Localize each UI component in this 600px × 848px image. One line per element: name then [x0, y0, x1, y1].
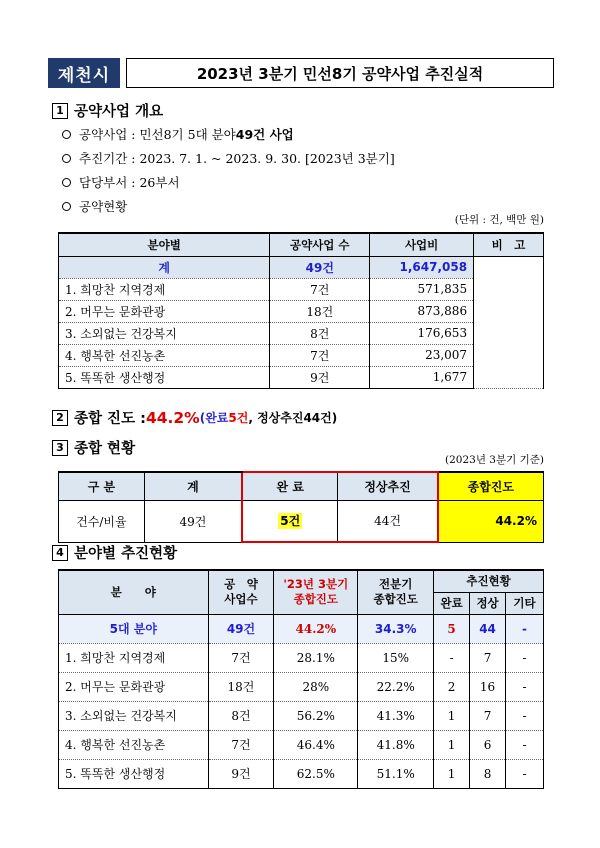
bullet-item: 공약현황 — [62, 197, 127, 215]
section-1-heading — [52, 100, 163, 121]
section-number: 1 — [52, 103, 68, 119]
table-row: 건수/비율 49건 5건 44건 44.2% — [59, 500, 544, 542]
table-row: 5대 분야 49건 44.2% 34.3% 5 44 - — [59, 614, 544, 643]
circle-bullet-icon — [62, 154, 71, 163]
col-header: 분야별 — [59, 233, 270, 256]
section-title: 공약사업 개요 — [74, 104, 164, 120]
col-header: 추진현황 — [434, 570, 544, 592]
overall-progress-rate: 44.2% — [145, 408, 200, 427]
table-row: 5. 똑똑한 생산행정 9건 1,677 — [59, 366, 544, 388]
overall-status-table — [58, 471, 544, 543]
col-header: 공 약 사업수 — [208, 570, 274, 614]
field-progress-table — [58, 569, 544, 789]
col-header: 전분기 종합진도 — [358, 570, 434, 614]
document-title: 2023년 3분기 민선8기 공약사업 추진실적 — [126, 58, 554, 88]
org-badge: 제천시 — [48, 58, 120, 88]
section-3-heading: 3 종합 현황 — [52, 437, 135, 458]
col-header: 종합진도 — [438, 472, 544, 500]
col-header: 계 — [144, 472, 242, 500]
table-row: 5. 똑똑한 생산행정 9건 62.5% 51.1% 1 8 - — [59, 759, 544, 788]
document-header — [48, 58, 554, 88]
pledge-status-table — [58, 232, 544, 389]
table-row: 4. 행복한 선진농촌 7건 46.4% 41.8% 1 6 - — [59, 730, 544, 759]
col-header: 정상추진 — [338, 472, 438, 500]
col-header: 완 료 — [242, 472, 338, 500]
bullet-item: 추진기간 : 2023. 7. 1. ~ 2023. 9. 30. [2023년 3분기] — [62, 149, 395, 167]
bullet-item: 담당부서 : 26부서 — [62, 173, 180, 191]
unit-note: (단위 : 건, 백만 원) — [454, 214, 544, 226]
table-row: 4. 행복한 선진농촌 7건 23,007 — [59, 344, 544, 366]
table-row: 3. 소외없는 건강복지 8건 176,653 — [59, 322, 544, 344]
table-row: 1. 희망찬 지역경제 7건 28.1% 15% - 7 - — [59, 643, 544, 672]
table-row: 1. 희망찬 지역경제 7건 571,835 — [59, 278, 544, 300]
table-row: 계 49건 1,647,058 — [59, 256, 544, 278]
circle-bullet-icon — [62, 130, 71, 139]
bullet-item: 공약사업 : 민선8기 5대 분야 49건 사업 — [62, 125, 294, 143]
section-4-heading: 4 분야별 추진현황 — [52, 542, 177, 563]
section-number: 3 — [52, 440, 68, 456]
table-row: 2. 머무는 문화관광 18건 873,886 — [59, 300, 544, 322]
col-header: 비 고 — [474, 233, 544, 256]
col-header: 정상 — [470, 592, 506, 614]
col-header: 사업비 — [370, 233, 474, 256]
col-header: 완료 — [434, 592, 470, 614]
col-header-current: '23년 3분기 종합진도 — [274, 570, 358, 614]
table-row: 3. 소외없는 건강복지 8건 56.2% 41.3% 1 7 - — [59, 701, 544, 730]
basis-note: (2023년 3분기 기준) — [445, 454, 544, 466]
col-header: 기타 — [506, 592, 544, 614]
table-row: 2. 머무는 문화관광 18건 28% 22.2% 2 16 - — [59, 672, 544, 701]
col-header: 공약사업 수 — [270, 233, 370, 256]
col-header: 분 야 — [59, 570, 209, 614]
section-2-heading: 2 종합 진도 : 44.2% (완료 5건 , 정상추진 44건 ) — [52, 407, 337, 428]
circle-bullet-icon — [62, 202, 71, 211]
section-number: 2 — [52, 410, 68, 426]
remarks-cell — [474, 256, 544, 388]
col-header: 구 분 — [59, 472, 145, 500]
circle-bullet-icon — [62, 178, 71, 187]
done-count-highlight: 5건 — [280, 514, 301, 529]
section-number: 4 — [52, 545, 68, 561]
